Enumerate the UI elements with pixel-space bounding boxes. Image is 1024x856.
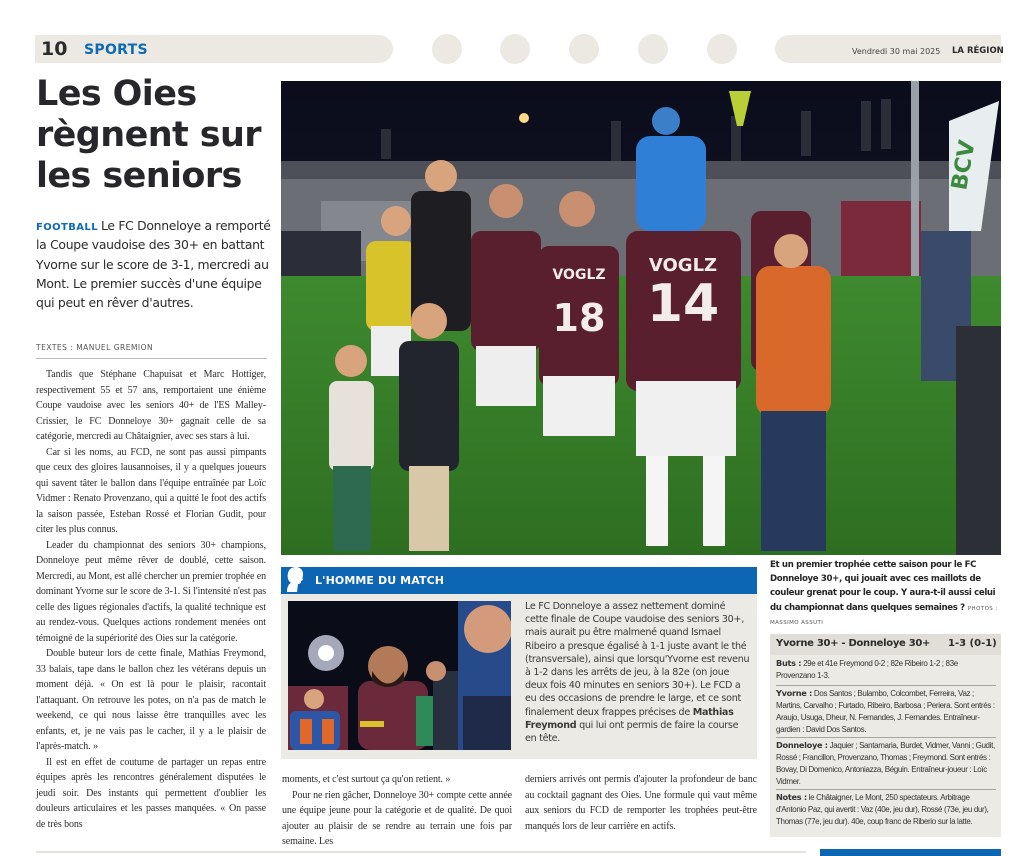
issue-date: Vendredi 30 mai 2025 bbox=[852, 47, 941, 56]
sponsor-banner-text: BCV bbox=[947, 138, 981, 193]
result-text: Jaquier ; Santamaria, Burdet, Vidmer, Vanni ; Gudit, Rossé ; Francillon, Provenzano, Thomas ; Freymond. Sont entrés : Bovay, Di Domenico, Antoniazza, Béguin. Entraîneur-joueur : Loïc Vidmer. bbox=[776, 741, 995, 786]
header-dot bbox=[707, 34, 737, 64]
result-lineup-yvorne bbox=[776, 688, 998, 736]
article-paragraph: Il est en effet de coutume de partager un repas entre équipes après les rencontres généralement disputées le jeudi soir. Des instants qui permettent d'oublier les douleurs articulaires et les passes manquées. « On passe de très bons bbox=[36, 756, 266, 830]
bottom-divider bbox=[36, 851, 806, 853]
result-divider bbox=[776, 789, 996, 790]
article-paragraph: derniers arrivés ont permis d'ajouter la profondeur de banc au cocktail gagnant des Oies. Une formule qui vaut même aux seniors du FCD de remporter les trophées peut-être manqués lors de leur carrière en actifs. bbox=[525, 774, 757, 832]
result-notes bbox=[776, 792, 998, 828]
article-paragraph: Double buteur lors de cette finale, Mathias Freymond, 33 balais, tape dans le ballon chez les vétérans depuis un moment déjà. « On est là pour le plaisir, racontait l'attaquant. On retrouve les potes, on n'a pas de match le weekend, ce qui nous laisse être tranquilles avec les enfants, et, je ne vais pas le cacher, il y a le plaisir de l'après-match. » bbox=[36, 648, 266, 752]
motm-player-name: Mathias Freymond bbox=[525, 706, 734, 731]
header-dot bbox=[500, 34, 530, 64]
photo-caption bbox=[770, 558, 1006, 629]
article-paragraph: Tandis que Stéphane Chapuisat et Marc Hottiger, respectivement 55 et 57 ans, remportaient une énième Coupe vaudoise avec les seniors 40+ de l'ES Malley-Crissier, le FC Donneloye 30+ gagnait celle de sa catégorie, mercredi au Châtaignier, avec ses stars à lui. bbox=[36, 369, 266, 442]
player-portrait-image bbox=[288, 601, 511, 750]
newspaper-name: LA RÉGION bbox=[952, 46, 1004, 56]
motm-text-after: qui lui ont permis de faire la course en tête. bbox=[525, 719, 739, 745]
match-teams: Yvorne 30+ - Donneloye 30+ bbox=[776, 638, 931, 649]
result-divider bbox=[776, 737, 996, 738]
caption-text: Et un premier trophée cette saison pour le FC Donneloye 30+, qui jouait avec ces maillots de couleur grenat pour le coup. Y aura-t-il aussi celui du championnat dans quelques semaines ? bbox=[770, 560, 996, 613]
header-dot bbox=[569, 34, 599, 64]
jersey-sponsor: VOGLZ bbox=[552, 267, 606, 283]
jersey-number: 14 bbox=[646, 274, 720, 334]
person-silhouette-icon bbox=[283, 566, 305, 592]
result-label: Donneloye : bbox=[776, 740, 828, 750]
man-of-the-match-photo bbox=[288, 601, 511, 750]
result-label: Yvorne : bbox=[776, 688, 813, 698]
headline-line: Les Oies bbox=[36, 74, 197, 114]
headline bbox=[36, 74, 276, 197]
page-number: 10 bbox=[41, 38, 68, 60]
byline: TEXTES : MANUEL GREMION bbox=[36, 343, 267, 359]
article-column-2 bbox=[282, 772, 512, 850]
header-dot bbox=[432, 34, 462, 64]
article-paragraph: Leader du championnat des seniors 30+ champions, Donneloye peut même rêver de doublé, cette saison. Mercredi, au Mont, est allé chercher un premier trophée en dominant Yvorne sur le score de 3-1. Si l'intensité n'est pas celle des ligues régionales d'actifs, la qualité technique est au rendez-vous. Quelques actions rondement menées ont témoigné de la supériorité des Oies sur la catégorie. bbox=[36, 539, 266, 644]
match-score: 1-3 (0-1) bbox=[948, 638, 997, 649]
section-label: SPORTS bbox=[84, 42, 148, 58]
jersey-number: 18 bbox=[552, 296, 606, 340]
result-goals bbox=[776, 658, 998, 682]
header-dot bbox=[638, 34, 668, 64]
result-label: Buts : bbox=[776, 658, 802, 668]
result-label: Notes : bbox=[776, 792, 807, 802]
article-column-1 bbox=[36, 367, 266, 832]
jersey-sponsor: VOGLZ bbox=[648, 255, 718, 276]
man-of-the-match-title: L'HOMME DU MATCH bbox=[315, 574, 445, 587]
article-paragraph: Car si les noms, au FCD, ne sont pas aussi pimpants que ceux des gloires lausannoises, il y a quelques joueurs qui savent tâter le ballon dans l'équipe entraînée par Loïc Vidmer : Renato Provenzano, qui a quitté le foot des actifs la saison passée, Esteban Rossé et Florian Gudit, pour citer les plus connus. bbox=[36, 446, 266, 535]
article-paragraph: moments, et c'est surtout ça qu'on retient. » bbox=[282, 774, 451, 785]
man-of-the-match-text bbox=[525, 600, 751, 745]
next-section-tab bbox=[820, 849, 1001, 856]
team-celebration-image bbox=[281, 81, 1001, 555]
result-divider bbox=[776, 685, 996, 686]
article-paragraph: Pour ne rien gâcher, Donneloye 30+ compte cette année une équipe jeune pour la catégorie et de qualité. De quoi ajouter au plaisir de se rendre au terrain une fois par semaine. Les bbox=[282, 789, 512, 847]
result-text: Dos Santos ; Bulambo, Colcombet, Ferreira, Vaz ; Martins, Carvalho ; Furtado, Ribeiro, Barbosa ; Periera. Sont entrés : Araujo, Usuga, Dheur, N. Fernandes, J. Fernandes. Entraîneur-gardien : David Dos Santos. bbox=[776, 689, 995, 734]
photo-credit: PHOTOS : MASSIMO ASSUTI bbox=[770, 605, 998, 626]
main-photo bbox=[281, 81, 1001, 555]
result-text: le Châtaigner, Le Mont, 250 spectateurs. Arbitrage d'Antonio Paz, qui avertit : Vaz (40e, jeu dur), Rossé (73e, jeu dur), Thomas (77e, jeu dur). 40e, coup franc de Riberio sur la latte. bbox=[776, 793, 989, 826]
article-column-3 bbox=[525, 772, 757, 834]
headline-line: règnent sur bbox=[36, 115, 261, 155]
lead-tag: FOOTBALL bbox=[36, 222, 98, 233]
lead-paragraph bbox=[36, 216, 271, 312]
result-text: 29e et 41e Freymond 0-2 ; 82e Ribeiro 1-2 ; 83e Provenzano 1-3. bbox=[776, 659, 958, 680]
headline-line: les seniors bbox=[36, 156, 242, 196]
lead-text: Le FC Donneloye a remporté la Coupe vaudoise des 30+ en battant Yvorne sur le score de 3-1, mercredi au Mont. Le premier succès d'une équipe qui peut en rêver d'autres. bbox=[36, 218, 271, 311]
motm-text-before: Le FC Donneloye a assez nettement dominé cette finale de Coupe vaudoise des seniors 30+, mais aurait pu être malmené quand Ismael Ribeiro a presque égalisé à 1-1 juste avant le thé (transversale), ainsi que lorsqu'Yvorne est revenu à 1-2 dans les arrêts de jeu, à la 82e (on joue deux fois 40 minutes en seniors 30+). Le FCD a eu des occasions de prendre le large, et ce sont finalement deux frappes précises de bbox=[525, 601, 750, 718]
result-lineup-donneloye bbox=[776, 740, 998, 788]
